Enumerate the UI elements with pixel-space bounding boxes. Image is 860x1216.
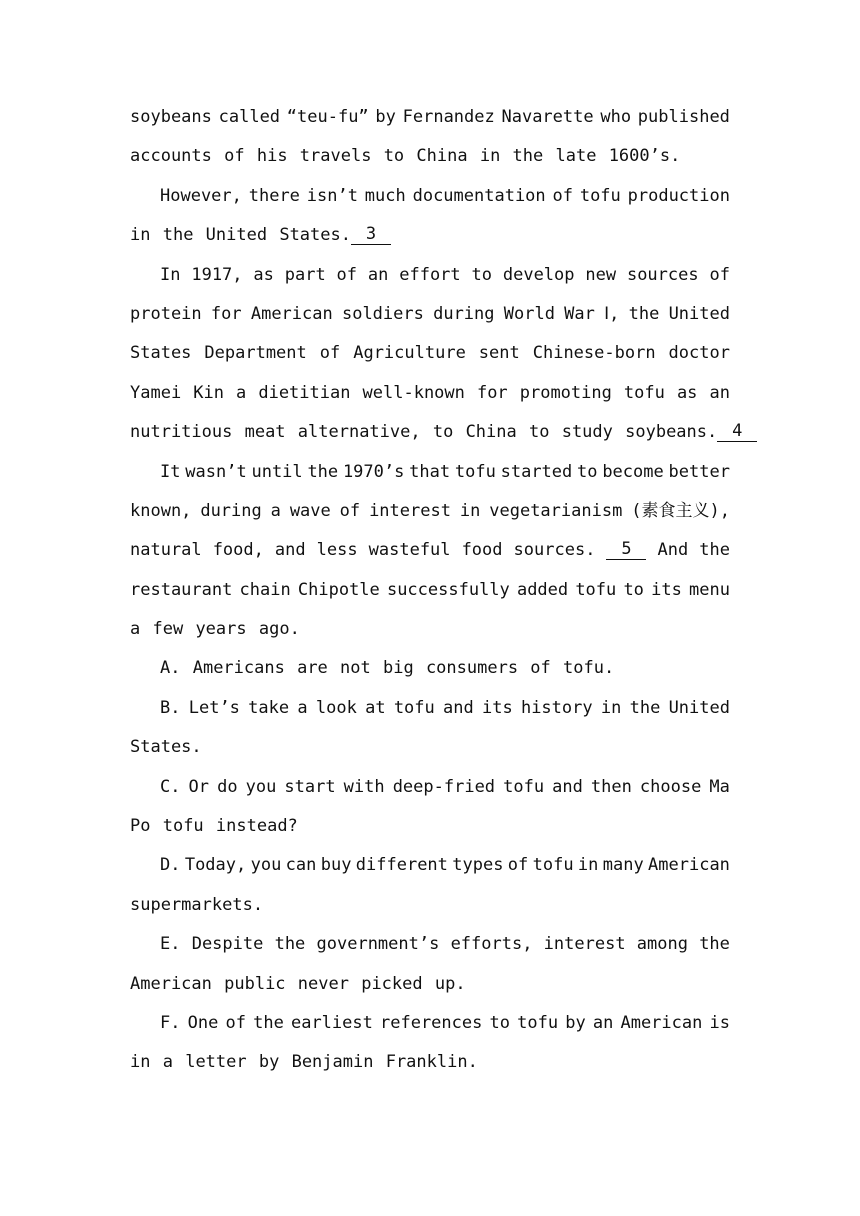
word: doctor — [668, 343, 730, 364]
word: Yamei — [130, 382, 182, 403]
word: study — [561, 422, 626, 443]
text-line — [130, 177, 730, 216]
word: can — [285, 855, 317, 876]
word: you — [250, 855, 282, 876]
text-line — [130, 98, 730, 137]
word: tofu — [162, 816, 216, 837]
word: Americans — [192, 658, 298, 679]
word: of — [224, 146, 257, 167]
word: sources — [626, 264, 699, 285]
word: during — [200, 500, 262, 521]
word: and — [552, 776, 583, 797]
word: tofu — [623, 382, 665, 403]
word: the — [253, 1012, 284, 1033]
word: efforts, — [450, 934, 533, 955]
word: you — [245, 776, 277, 797]
word: take — [248, 697, 290, 718]
word: “teu-fu” — [286, 107, 369, 127]
word: chain — [239, 579, 291, 600]
word: China — [465, 422, 529, 443]
word: a — [270, 500, 281, 521]
word: meat — [244, 422, 298, 443]
word: protein — [130, 303, 202, 324]
word: promoting — [519, 382, 612, 403]
word: In — [160, 264, 181, 285]
word: instead? — [215, 816, 298, 837]
word: sources. — [513, 540, 596, 561]
text-line — [130, 137, 730, 176]
text-line — [130, 649, 730, 688]
word: 1917, — [191, 264, 243, 285]
word: new — [585, 264, 617, 285]
word: However, — [160, 185, 242, 206]
word: And — [657, 540, 689, 561]
word: few — [152, 619, 196, 640]
word: that — [409, 461, 451, 482]
word: among — [636, 934, 688, 955]
word: in — [600, 697, 622, 718]
word: sent — [478, 343, 520, 364]
paragraph-navarette — [130, 98, 730, 177]
word: started — [500, 461, 573, 482]
text-line — [130, 295, 730, 334]
word: look — [315, 697, 357, 718]
word: restaurant — [130, 579, 233, 600]
document-page — [130, 98, 743, 1083]
word: at — [365, 697, 386, 718]
word: American — [130, 973, 225, 994]
word: late — [555, 146, 609, 167]
word: added — [516, 579, 569, 600]
word: vegetarianism — [489, 500, 623, 521]
text-line — [130, 216, 730, 255]
word: many — [602, 855, 644, 876]
word: by — [565, 1012, 586, 1033]
word: E. — [160, 934, 181, 955]
word: interest — [369, 500, 451, 521]
word: the — [274, 934, 306, 955]
word: part — [284, 264, 326, 285]
word: deep-fried — [392, 776, 496, 797]
word: to — [471, 264, 492, 285]
word: of — [530, 658, 564, 679]
word: of — [225, 1012, 246, 1033]
word: One — [187, 1012, 219, 1033]
word: who — [600, 107, 632, 127]
text-line — [130, 728, 730, 767]
word: United — [205, 225, 280, 246]
text-line — [130, 1043, 730, 1082]
word: of — [507, 855, 529, 876]
word: a — [236, 382, 247, 403]
word: references — [380, 1012, 483, 1033]
word: an — [592, 1012, 614, 1033]
word: documentation — [412, 185, 546, 206]
word: travels — [299, 146, 384, 167]
word: types — [452, 855, 504, 876]
word: become — [602, 461, 664, 482]
word: World — [503, 303, 555, 324]
word: food — [461, 540, 503, 561]
word: consumers — [425, 658, 531, 679]
word: tofu — [393, 697, 435, 718]
word: production — [627, 185, 730, 206]
word: different — [355, 855, 448, 876]
word: to — [432, 422, 466, 443]
word: Let’s — [188, 697, 240, 718]
option-e — [130, 925, 730, 1004]
word: called — [218, 107, 281, 127]
word: Franklin. — [385, 1052, 478, 1073]
word: soldiers — [341, 303, 424, 324]
word: for — [210, 303, 242, 324]
word: natural — [130, 540, 202, 561]
text-line — [130, 571, 730, 610]
word: is — [709, 1012, 730, 1033]
word: with — [343, 776, 385, 797]
word: an — [709, 382, 730, 403]
word: less — [316, 540, 358, 561]
word: alternative, — [297, 422, 433, 443]
option-a — [130, 649, 730, 688]
word: a — [162, 1052, 186, 1073]
word: then — [590, 776, 632, 797]
word: well-known — [362, 382, 465, 403]
text-line — [130, 768, 730, 807]
word: of — [552, 185, 573, 206]
word: States. — [130, 737, 202, 758]
word: to — [489, 1012, 510, 1033]
word: It — [160, 461, 181, 482]
paragraph-1917 — [130, 256, 743, 453]
word: tofu — [517, 1012, 559, 1033]
text-line — [130, 1004, 730, 1043]
text-line — [130, 689, 730, 728]
word: Chipotle — [297, 579, 380, 600]
word: States — [130, 343, 192, 364]
word: Benjamin — [291, 1052, 386, 1073]
word: big — [382, 658, 426, 679]
word: published — [637, 107, 730, 127]
answer-blank-3: 3 — [351, 225, 391, 245]
word: tofu — [454, 461, 496, 482]
word: B. — [160, 697, 181, 718]
word: Ma — [709, 776, 730, 797]
word: his — [256, 146, 300, 167]
option-f — [130, 1004, 730, 1083]
word: United — [668, 697, 730, 718]
word: tofu. — [563, 658, 615, 679]
word: the — [307, 461, 339, 482]
word: Fernandez — [402, 107, 495, 127]
text-line — [130, 925, 730, 964]
answer-blank-5: 5 — [606, 540, 646, 560]
word: States. — [279, 225, 351, 246]
word: develop — [502, 264, 575, 285]
word: in — [577, 855, 599, 876]
paragraph-1970s — [130, 453, 730, 650]
word: Or — [188, 776, 210, 797]
word: until — [251, 461, 303, 482]
word: the — [629, 697, 661, 718]
word: (素食主义), — [631, 500, 730, 521]
text-line — [130, 886, 730, 925]
word: the — [699, 540, 730, 561]
word: tofu — [532, 855, 574, 876]
paragraph-documentation — [130, 177, 730, 256]
word: Despite — [191, 934, 264, 955]
word: in — [459, 500, 481, 521]
word: to — [383, 146, 417, 167]
word: of — [336, 264, 358, 285]
word: not — [340, 658, 383, 679]
word: effort — [399, 264, 461, 285]
option-b — [130, 689, 730, 768]
word: a — [130, 619, 153, 640]
text-line — [130, 492, 730, 531]
word: to — [623, 579, 644, 600]
word: there — [248, 185, 300, 206]
word: ago. — [258, 619, 300, 640]
word: wasteful — [368, 540, 451, 561]
word: accounts — [130, 146, 225, 167]
option-c — [130, 768, 730, 847]
word: the — [628, 303, 660, 324]
word: for — [476, 382, 508, 403]
word: War — [564, 303, 595, 324]
word: A. — [160, 658, 193, 679]
word: by — [258, 1052, 292, 1073]
word: in — [130, 225, 163, 246]
word: picked — [361, 973, 435, 994]
text-line — [130, 334, 730, 373]
word: never — [297, 973, 362, 994]
word: and — [443, 697, 474, 718]
word: successfully — [386, 579, 510, 600]
word: to — [528, 422, 562, 443]
word: supermarkets. — [130, 894, 264, 915]
word: menu — [688, 579, 730, 600]
word: as — [253, 264, 274, 285]
word: Today, — [184, 855, 247, 876]
word: interest — [543, 934, 626, 955]
word: D. — [160, 855, 181, 876]
word: tofu — [575, 579, 617, 600]
word: of — [319, 343, 341, 364]
word: do — [217, 776, 238, 797]
answer-blank-4: 4 — [717, 422, 757, 442]
word: isn’t — [306, 185, 358, 206]
word: Agriculture — [353, 343, 466, 364]
word: Navarette — [501, 107, 594, 127]
word: 1600’s. — [608, 146, 681, 167]
word: of — [339, 500, 361, 521]
word: wasn’t — [185, 461, 247, 482]
word: Kin — [193, 382, 224, 403]
word: known, — [130, 500, 192, 521]
word: Department — [204, 343, 307, 364]
text-line — [130, 256, 730, 295]
text-line — [130, 610, 730, 649]
word: dietitian — [258, 382, 351, 403]
word: in — [479, 146, 513, 167]
word: by — [375, 107, 396, 127]
word: are — [297, 658, 341, 679]
word: its — [651, 579, 682, 600]
word: choose — [639, 776, 702, 797]
text-line — [130, 965, 730, 1004]
word: soybeans — [130, 107, 212, 127]
word: C. — [160, 776, 181, 797]
word: United — [668, 303, 730, 324]
word: a — [297, 697, 308, 718]
word: years — [195, 619, 259, 640]
word: food, — [212, 540, 264, 561]
word: China — [416, 146, 480, 167]
word: much — [364, 185, 406, 206]
word: of — [709, 264, 730, 285]
word: better — [668, 461, 730, 482]
word: an — [367, 264, 389, 285]
word: history — [520, 697, 593, 718]
word: soybeans. — [625, 422, 718, 443]
word: tofu — [503, 776, 545, 797]
word: start — [284, 776, 336, 797]
word: and — [274, 540, 306, 561]
word: up. — [434, 973, 466, 994]
text-line — [130, 531, 730, 570]
word: wave — [289, 500, 331, 521]
text-line — [130, 846, 730, 885]
word: F. — [160, 1012, 181, 1033]
text-line — [130, 453, 730, 492]
word: in — [130, 1052, 163, 1073]
option-d — [130, 846, 730, 925]
text-line — [130, 807, 730, 846]
word: public — [224, 973, 298, 994]
word: Po — [130, 816, 163, 837]
word: buy — [320, 855, 352, 876]
text-line — [130, 413, 743, 452]
word: American — [250, 303, 333, 324]
word: during — [433, 303, 495, 324]
word: 1970’s — [342, 461, 405, 482]
word: the — [512, 146, 556, 167]
word: Chinese-born — [532, 343, 656, 364]
word: Ⅰ, — [604, 303, 620, 324]
word: the — [162, 225, 206, 246]
word: government’s — [316, 934, 440, 955]
word: to — [577, 461, 598, 482]
word: earliest — [290, 1012, 373, 1033]
word: as — [676, 382, 698, 403]
word: American — [620, 1012, 703, 1033]
text-line — [130, 374, 730, 413]
word: nutritious — [130, 422, 245, 443]
word: tofu — [579, 185, 621, 206]
word: its — [481, 697, 513, 718]
word: the — [699, 934, 730, 955]
word: American — [648, 855, 730, 876]
word: letter — [185, 1052, 259, 1073]
